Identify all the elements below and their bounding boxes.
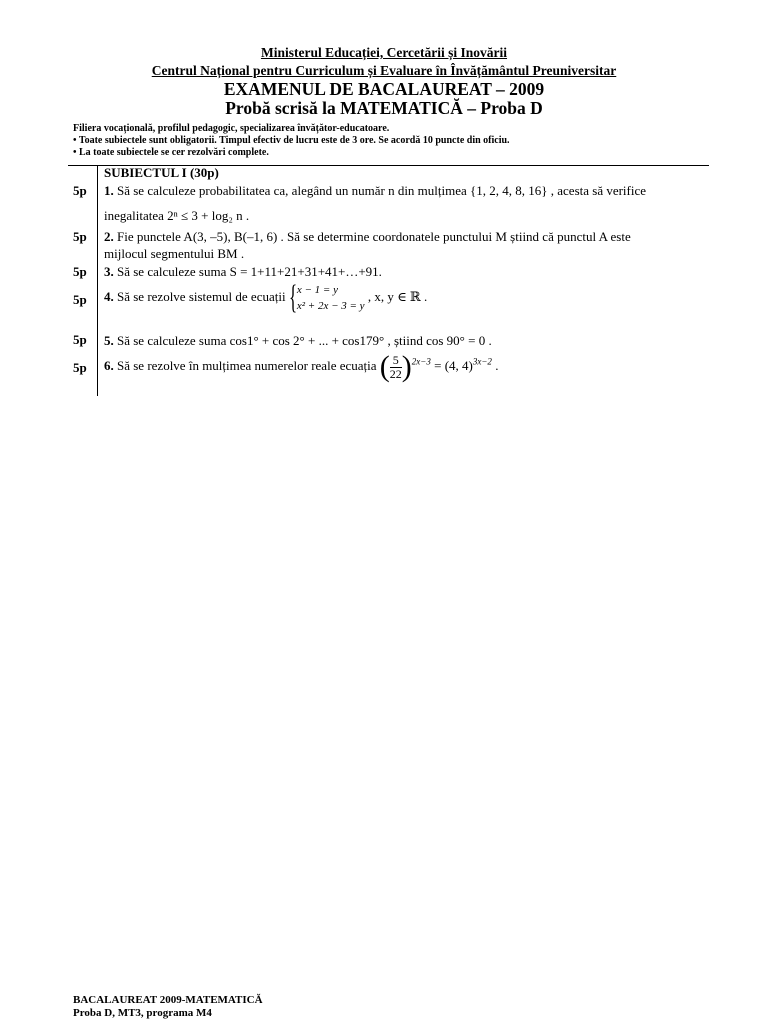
problem-1-continuation: inegalitatea 2ⁿ ≤ 3 + log₂ n . xyxy=(104,208,250,223)
note-line: Filiera vocațională, profilul pedagogic, specializarea învățător-educatoare. xyxy=(73,123,390,134)
problem-4 xyxy=(104,279,428,316)
problem-2-continuation: mijlocul segmentului BM . xyxy=(104,246,245,261)
points-label: 5p xyxy=(73,264,87,279)
left-paren: ( xyxy=(379,350,390,383)
problem-number: 6. xyxy=(104,357,114,373)
page-footer xyxy=(73,994,263,1020)
brace-icon: { xyxy=(288,279,298,316)
subject-title: Probă scrisă la MATEMATICĂ – Proba D xyxy=(225,98,543,118)
footer-line: BACALAUREAT 2009-MATEMATICĂ xyxy=(73,994,263,1006)
equation-1: x − 1 = y xyxy=(296,284,338,296)
note-line: • La toate subiectele se cer rezolvări complete. xyxy=(73,147,269,158)
section-title: SUBIECTUL I (30p) xyxy=(104,165,219,180)
exponent-left: 2x−3 xyxy=(411,356,431,367)
problem-text: Să se rezolve sistemul de ecuații xyxy=(117,288,286,304)
problem-text: Fie punctele A(3, –5), B(–1, 6) . Să se determine coordonatele punctului M știind că punctul A este xyxy=(117,229,631,244)
points-label: 5p xyxy=(73,332,87,347)
center-title: Centrul Național pentru Curriculum și Evaluare în Învățământul Preuniversitar xyxy=(151,63,617,78)
right-paren: ) xyxy=(401,350,412,383)
fraction xyxy=(390,354,402,381)
fraction-numerator: 5 xyxy=(390,354,402,368)
exponent-right: 3x−2 xyxy=(472,356,492,367)
problem-5 xyxy=(104,333,492,349)
points-label: 5p xyxy=(73,229,87,244)
problem-number: 4. xyxy=(104,288,114,304)
points-label: 5p xyxy=(73,292,87,307)
problem-tail: . xyxy=(495,357,499,373)
problem-number: 3. xyxy=(104,264,114,279)
problem-1 xyxy=(104,183,646,199)
problem-text: Să se calculeze suma S = 1+11+21+31+41+…+91. xyxy=(117,264,382,279)
equation-system xyxy=(288,279,365,316)
exam-title: EXAMENUL DE BACALAUREAT – 2009 xyxy=(223,79,545,99)
exam-notes xyxy=(73,123,510,159)
points-label: 5p xyxy=(73,183,87,198)
footer-line: Proba D, MT3, programa M4 xyxy=(73,1007,212,1019)
problem-2 xyxy=(104,229,631,245)
document-header xyxy=(0,44,768,118)
problem-number: 5. xyxy=(104,333,114,348)
points-column-divider xyxy=(97,166,98,396)
problem-3 xyxy=(104,264,382,280)
problem-number: 2. xyxy=(104,229,114,244)
points-label: 5p xyxy=(73,360,87,375)
problem-number: 1. xyxy=(104,183,114,198)
fraction-denominator: 22 xyxy=(389,366,402,381)
problem-6 xyxy=(104,352,498,382)
problem-text: Să se calculeze probabilitatea ca, alegând un număr n din mulțimea {1, 2, 4, 8, 16} , acesta să verifice xyxy=(117,183,647,198)
problem-tail: , x, y ∈ ℝ . xyxy=(367,288,428,304)
problem-text: Să se rezolve în mulțimea numerelor reale ecuația xyxy=(117,357,377,373)
note-line: • Toate subiectele sunt obligatorii. Timpul efectiv de lucru este de 3 ore. Se acordă 10 puncte din oficiu. xyxy=(73,135,510,146)
equation-2: x² + 2x − 3 = y xyxy=(296,300,365,312)
ministry-title: Ministerul Educației, Cercetării și Inovării xyxy=(260,45,508,60)
equation-rhs: = (4, 4) xyxy=(434,357,473,373)
problem-text: Să se calculeze suma cos1° + cos 2° + ... + cos179° , știind cos 90° = 0 . xyxy=(117,333,492,348)
